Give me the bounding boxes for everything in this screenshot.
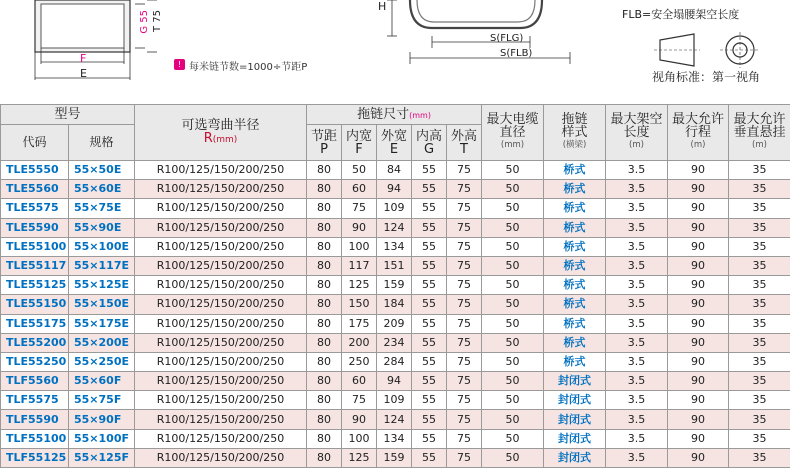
header-outer-w-sym: E [377,143,411,156]
header-span-2: 长度 [606,126,667,139]
outer-height-cell: 75 [447,333,482,352]
pitch-cell: 80 [307,410,342,429]
cable-diameter-cell: 50 [482,448,544,467]
code-cell: TLF55125 [1,448,69,467]
table-row [1,237,790,256]
radius-cell: R100/125/150/200/250 [135,429,307,448]
chain-style-cell: 桥式 [544,161,606,180]
spec-cell: 55×50E [69,161,135,180]
outer-height-cell: 75 [447,410,482,429]
code-cell: TLE55117 [1,256,69,275]
inner-height-cell: 55 [412,333,447,352]
spec-cell: 55×125E [69,276,135,295]
pitch-cell: 80 [307,314,342,333]
radius-cell: R100/125/150/200/250 [135,295,307,314]
outer-height-cell: 75 [447,352,482,371]
pitch-note: 每米链节数=1000÷节距P [189,58,307,73]
spec-cell: 55×150E [69,295,135,314]
max-span-cell: 3.5 [606,372,668,391]
pitch-cell: 80 [307,218,342,237]
chain-style-cell: 封闭式 [544,410,606,429]
inner-height-cell: 55 [412,352,447,371]
spec-cell: 55×100F [69,429,135,448]
code-cell: TLE5575 [1,199,69,218]
header-style-1: 拖链 [544,113,605,126]
projection-symbol-icon [650,30,770,70]
chain-style-cell: 桥式 [544,352,606,371]
outer-width-cell: 84 [377,161,412,180]
chain-style-cell: 桥式 [544,237,606,256]
max-span-cell: 3.5 [606,237,668,256]
pitch-cell: 80 [307,429,342,448]
inner-width-cell: 150 [342,295,377,314]
header-inner-w [342,125,377,161]
spec-cell: 55×75E [69,199,135,218]
header-inner-h-sym: G [412,143,446,156]
header-style-unit: (横梁) [544,139,605,152]
dim-sflb-label: S(FLB) [500,48,532,59]
diagram-area [0,0,790,100]
spec-cell: 55×90F [69,410,135,429]
outer-width-cell: 94 [377,180,412,199]
header-travel-1: 最大允许 [668,113,728,126]
max-hang-cell: 35 [729,256,790,275]
header-inner-w-sym: F [342,143,376,156]
max-hang-cell: 35 [729,295,790,314]
cable-diameter-cell: 50 [482,372,544,391]
radius-cell: R100/125/150/200/250 [135,276,307,295]
spec-cell: 55×125F [69,448,135,467]
outer-width-cell: 159 [377,276,412,295]
spec-cell: 55×60F [69,372,135,391]
inner-width-cell: 75 [342,199,377,218]
inner-height-cell: 55 [412,448,447,467]
radius-cell: R100/125/150/200/250 [135,372,307,391]
header-inner-h-label: 内高 [412,130,446,143]
dim-f-label: F [80,52,86,65]
cable-diameter-cell: 50 [482,218,544,237]
outer-width-cell: 209 [377,314,412,333]
max-span-cell: 3.5 [606,295,668,314]
inner-width-cell: 60 [342,180,377,199]
code-cell: TLF55100 [1,429,69,448]
max-hang-cell: 35 [729,410,790,429]
max-hang-cell: 35 [729,237,790,256]
spec-cell: 55×250E [69,352,135,371]
outer-height-cell: 75 [447,429,482,448]
header-outer-w [377,125,412,161]
pitch-cell: 80 [307,352,342,371]
spec-cell: 55×75F [69,391,135,410]
max-hang-cell: 35 [729,429,790,448]
inner-height-cell: 55 [412,256,447,275]
header-pitch [307,125,342,161]
inner-height-cell: 55 [412,180,447,199]
table-row [1,429,790,448]
pitch-cell: 80 [307,199,342,218]
header-radius-label: 可选弯曲半径 [135,119,306,132]
pitch-cell: 80 [307,333,342,352]
header-travel [668,105,729,161]
header-radius-sym: R [204,131,213,146]
side-view-drawing [370,0,600,70]
radius-cell: R100/125/150/200/250 [135,410,307,429]
spec-cell: 55×90E [69,218,135,237]
pitch-cell: 80 [307,256,342,275]
max-travel-cell: 90 [668,199,729,218]
header-span-1: 最大架空 [606,113,667,126]
outer-width-cell: 109 [377,391,412,410]
cable-diameter-cell: 50 [482,352,544,371]
inner-height-cell: 55 [412,391,447,410]
chain-style-cell: 桥式 [544,333,606,352]
max-span-cell: 3.5 [606,391,668,410]
outer-width-cell: 134 [377,237,412,256]
max-span-cell: 3.5 [606,218,668,237]
pitch-cell: 80 [307,295,342,314]
max-hang-cell: 35 [729,372,790,391]
spec-cell: 55×200E [69,333,135,352]
cable-diameter-cell: 50 [482,429,544,448]
max-span-cell: 3.5 [606,448,668,467]
outer-width-cell: 124 [377,410,412,429]
chain-style-cell: 桥式 [544,314,606,333]
header-cable [482,105,544,161]
max-travel-cell: 90 [668,161,729,180]
max-travel-cell: 90 [668,352,729,371]
spec-table [0,104,790,468]
header-model: 型号 [1,105,135,125]
max-span-cell: 3.5 [606,352,668,371]
table-row [1,161,790,180]
radius-cell: R100/125/150/200/250 [135,314,307,333]
header-inner-w-label: 内宽 [342,130,376,143]
cable-diameter-cell: 50 [482,295,544,314]
inner-height-cell: 55 [412,372,447,391]
max-travel-cell: 90 [668,372,729,391]
max-span-cell: 3.5 [606,199,668,218]
code-cell: TLE5560 [1,180,69,199]
spec-cell: 55×60E [69,180,135,199]
pitch-cell: 80 [307,180,342,199]
header-outer-w-label: 外宽 [377,130,411,143]
info-icon: ! [174,59,185,70]
radius-cell: R100/125/150/200/250 [135,448,307,467]
outer-width-cell: 151 [377,256,412,275]
cable-diameter-cell: 50 [482,180,544,199]
pitch-cell: 80 [307,276,342,295]
max-travel-cell: 90 [668,448,729,467]
outer-height-cell: 75 [447,295,482,314]
max-hang-cell: 35 [729,218,790,237]
spec-cell: 55×117E [69,256,135,275]
outer-height-cell: 75 [447,180,482,199]
max-hang-cell: 35 [729,352,790,371]
header-outer-h [447,125,482,161]
header-size [307,105,482,125]
max-travel-cell: 90 [668,276,729,295]
code-cell: TLE5590 [1,218,69,237]
cable-diameter-cell: 50 [482,161,544,180]
max-travel-cell: 90 [668,333,729,352]
max-travel-cell: 90 [668,429,729,448]
table-row [1,333,790,352]
header-radius-unit: (mm) [213,135,238,145]
inner-width-cell: 90 [342,218,377,237]
outer-height-cell: 75 [447,314,482,333]
radius-cell: R100/125/150/200/250 [135,352,307,371]
table-row [1,218,790,237]
cable-diameter-cell: 50 [482,276,544,295]
code-cell: TLE5550 [1,161,69,180]
code-cell: TLE55200 [1,333,69,352]
outer-width-cell: 109 [377,199,412,218]
outer-width-cell: 124 [377,218,412,237]
code-cell: TLF5560 [1,372,69,391]
code-cell: TLE55150 [1,295,69,314]
code-cell: TLE55250 [1,352,69,371]
radius-cell: R100/125/150/200/250 [135,199,307,218]
header-hang-2: 垂直悬挂 [729,126,790,139]
header-style [544,105,606,161]
radius-cell: R100/125/150/200/250 [135,391,307,410]
spec-cell: 55×175E [69,314,135,333]
chain-style-cell: 桥式 [544,295,606,314]
table-row [1,372,790,391]
max-hang-cell: 35 [729,180,790,199]
max-travel-cell: 90 [668,391,729,410]
cable-diameter-cell: 50 [482,410,544,429]
inner-width-cell: 175 [342,314,377,333]
max-span-cell: 3.5 [606,429,668,448]
inner-width-cell: 125 [342,276,377,295]
max-span-cell: 3.5 [606,180,668,199]
chain-style-cell: 桥式 [544,256,606,275]
inner-width-cell: 50 [342,161,377,180]
radius-cell: R100/125/150/200/250 [135,237,307,256]
header-span-unit: (m) [606,139,667,152]
pitch-cell: 80 [307,448,342,467]
header-cable-2: 直径 [482,126,543,139]
radius-cell: R100/125/150/200/250 [135,161,307,180]
max-travel-cell: 90 [668,237,729,256]
max-travel-cell: 90 [668,410,729,429]
spec-table-body [1,161,790,468]
outer-height-cell: 75 [447,161,482,180]
chain-style-cell: 封闭式 [544,372,606,391]
header-hang [729,105,790,161]
table-row [1,256,790,275]
table-row [1,180,790,199]
code-cell: TLE55175 [1,314,69,333]
code-cell: TLF5590 [1,410,69,429]
pitch-cell: 80 [307,237,342,256]
max-hang-cell: 35 [729,391,790,410]
chain-style-cell: 桥式 [544,199,606,218]
view-note: 视角标准：第一视角 [652,68,760,85]
header-spec: 规格 [69,125,135,161]
max-span-cell: 3.5 [606,161,668,180]
outer-width-cell: 184 [377,295,412,314]
header-inner-h [412,125,447,161]
outer-height-cell: 75 [447,199,482,218]
header-pitch-sym: P [307,143,341,156]
cable-diameter-cell: 50 [482,199,544,218]
inner-height-cell: 55 [412,218,447,237]
code-cell: TLF5575 [1,391,69,410]
fl-note: FLB=安全塌腰架空长度 [622,6,739,22]
radius-cell: R100/125/150/200/250 [135,218,307,237]
max-travel-cell: 90 [668,256,729,275]
outer-height-cell: 75 [447,391,482,410]
table-row [1,448,790,467]
inner-width-cell: 200 [342,333,377,352]
cable-diameter-cell: 50 [482,391,544,410]
inner-width-cell: 125 [342,448,377,467]
code-cell: TLE55125 [1,276,69,295]
max-hang-cell: 35 [729,161,790,180]
header-radius [135,105,307,161]
inner-height-cell: 55 [412,429,447,448]
outer-height-cell: 75 [447,372,482,391]
inner-width-cell: 75 [342,391,377,410]
cable-diameter-cell: 50 [482,333,544,352]
inner-width-cell: 100 [342,237,377,256]
table-row [1,199,790,218]
inner-width-cell: 250 [342,352,377,371]
table-row [1,276,790,295]
inner-height-cell: 55 [412,161,447,180]
radius-cell: R100/125/150/200/250 [135,256,307,275]
outer-height-cell: 75 [447,448,482,467]
outer-height-cell: 75 [447,218,482,237]
max-hang-cell: 35 [729,333,790,352]
header-hang-1: 最大允许 [729,113,790,126]
inner-width-cell: 90 [342,410,377,429]
cross-section-drawing [25,0,195,90]
chain-style-cell: 桥式 [544,276,606,295]
chain-style-cell: 封闭式 [544,448,606,467]
inner-height-cell: 55 [412,237,447,256]
header-hang-unit: (m) [729,139,790,152]
header-size-unit: (mm) [409,111,431,120]
inner-height-cell: 55 [412,295,447,314]
max-span-cell: 3.5 [606,410,668,429]
pitch-cell: 80 [307,391,342,410]
outer-width-cell: 234 [377,333,412,352]
dim-e-label: E [80,67,87,80]
table-row [1,314,790,333]
max-span-cell: 3.5 [606,314,668,333]
inner-width-cell: 117 [342,256,377,275]
pitch-cell: 80 [307,372,342,391]
dim-h-label: H [378,0,386,13]
dim-t-label: T 75 [152,10,163,32]
inner-width-cell: 100 [342,429,377,448]
max-travel-cell: 90 [668,218,729,237]
inner-height-cell: 55 [412,410,447,429]
chain-style-cell: 封闭式 [544,391,606,410]
header-cable-1: 最大电缆 [482,113,543,126]
max-hang-cell: 35 [729,276,790,295]
max-span-cell: 3.5 [606,276,668,295]
outer-width-cell: 134 [377,429,412,448]
table-row [1,391,790,410]
max-hang-cell: 35 [729,199,790,218]
inner-height-cell: 55 [412,276,447,295]
outer-height-cell: 75 [447,276,482,295]
header-cable-unit: (mm) [482,139,543,152]
header-outer-h-sym: T [447,143,481,156]
inner-height-cell: 55 [412,314,447,333]
cable-diameter-cell: 50 [482,314,544,333]
code-cell: TLE55100 [1,237,69,256]
outer-height-cell: 75 [447,256,482,275]
cable-diameter-cell: 50 [482,237,544,256]
header-travel-2: 行程 [668,126,728,139]
inner-height-cell: 55 [412,199,447,218]
dim-g-label: G 55 [139,10,150,34]
radius-cell: R100/125/150/200/250 [135,333,307,352]
header-pitch-label: 节距 [307,130,341,143]
chain-style-cell: 桥式 [544,218,606,237]
max-hang-cell: 35 [729,314,790,333]
chain-style-cell: 封闭式 [544,429,606,448]
chain-style-cell: 桥式 [544,180,606,199]
cable-diameter-cell: 50 [482,256,544,275]
outer-height-cell: 75 [447,237,482,256]
pitch-cell: 80 [307,161,342,180]
radius-cell: R100/125/150/200/250 [135,180,307,199]
max-travel-cell: 90 [668,295,729,314]
max-span-cell: 3.5 [606,256,668,275]
max-travel-cell: 90 [668,180,729,199]
max-travel-cell: 90 [668,314,729,333]
header-travel-unit: (m) [668,139,728,152]
max-span-cell: 3.5 [606,333,668,352]
header-outer-h-label: 外高 [447,130,481,143]
max-hang-cell: 35 [729,448,790,467]
table-row [1,352,790,371]
table-row [1,410,790,429]
header-span [606,105,668,161]
header-code: 代码 [1,125,69,161]
header-size-label: 拖链尺寸 [357,107,409,122]
dim-sflg-label: S(FLG) [490,33,523,44]
outer-width-cell: 159 [377,448,412,467]
outer-width-cell: 284 [377,352,412,371]
header-style-2: 样式 [544,126,605,139]
spec-cell: 55×100E [69,237,135,256]
outer-width-cell: 94 [377,372,412,391]
table-row [1,295,790,314]
inner-width-cell: 60 [342,372,377,391]
